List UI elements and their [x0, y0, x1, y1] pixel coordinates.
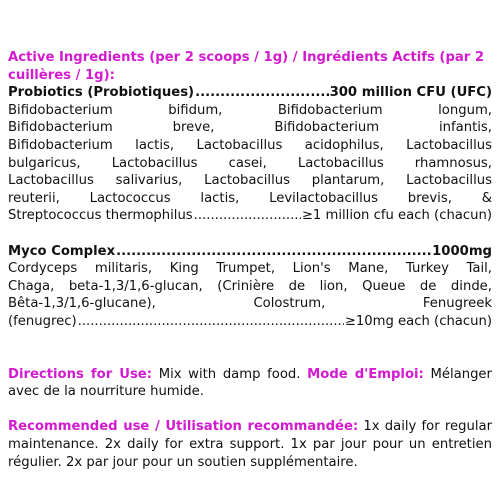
active-ingredients-heading: Active Ingredients (per 2 scoops / 1g) / Ingrédients Actifs (par 2 cuillères / 1g):: [8, 50, 485, 83]
directions-text-en: Mix with damp food.: [158, 366, 301, 382]
probiotics-strains-line-6: reuterii, Lactococcus lactis, Levilactobacillus brevis, &: [8, 190, 492, 206]
dot-leader: [116, 243, 431, 261]
myco-name: Myco Complex: [8, 243, 116, 259]
directions-label-fr: Mode d'Emploi:: [307, 366, 424, 382]
dot-leader: [195, 84, 328, 102]
myco-amount: 1000mg: [432, 243, 492, 259]
probiotics-strains: [8, 102, 492, 225]
recommended-text: 1x daily for regular maintenance. 2x daily for extra support. 1x par jour pour un entretien régulier. 2x par jour pour un soutien supplémentaire.: [8, 419, 492, 470]
myco-header-row: [8, 243, 492, 261]
directions-label-en: Directions for Use:: [8, 366, 153, 382]
myco-each-row: [8, 313, 492, 331]
directions-text-fr: Mélanger avec de la nourriture humide.: [8, 366, 492, 400]
myco-last-ingredient: (fenugrec): [8, 313, 77, 329]
probiotics-each-amount: ≥1 million cfu each (chacun): [301, 208, 492, 224]
probiotics-strains-line-2: Bifidobacterium breve, Bifidobacterium infantis,: [8, 120, 492, 136]
probiotics-strains-line-1: Bifidobacterium bifidum, Bifidobacterium longum,: [8, 102, 492, 118]
myco-line-2: Chaga, beta-1,3/1,6-glucan, (Crinière de lion, Queue de dinde,: [8, 278, 492, 294]
probiotics-name: Probiotics (Probiotiques): [8, 85, 195, 101]
probiotics-last-strain: Streptococcus thermophilus: [8, 208, 193, 224]
spacer: [8, 331, 492, 366]
directions-paragraph: [8, 366, 492, 401]
probiotics-header-row: [8, 84, 492, 102]
probiotics-strains-line-3: Bifidobacterium lactis, Lactobacillus acidophilus, Lactobacillus: [8, 137, 492, 153]
probiotics-amount: 300 million CFU (UFC): [329, 85, 492, 101]
myco-line-1: Cordyceps militaris, King Trumpet, Lion's Mane, Turkey Tail,: [8, 261, 492, 277]
spacer: [8, 401, 492, 419]
spacer: [8, 225, 492, 243]
dot-leader: [78, 313, 344, 331]
recommended-label: Recommended use / Utilisation recommandée:: [8, 419, 359, 435]
dot-leader: [194, 207, 301, 225]
recommended-paragraph: [8, 418, 492, 471]
myco-each-amount: ≥10mg each (chacun): [344, 313, 492, 329]
probiotics-strains-line-4: bulgaricus, Lactobacillus casei, Lactobacillus rhamnosus,: [8, 155, 492, 171]
myco-ingredients: [8, 260, 492, 330]
probiotics-each-row: [8, 207, 492, 225]
myco-line-3: Bêta-1,3/1,6-glucane), Colostrum, Fenugreek: [8, 296, 492, 312]
probiotics-strains-line-5: Lactobacillus salivarius, Lactobacillus plantarum, Lactobacillus: [8, 173, 492, 189]
